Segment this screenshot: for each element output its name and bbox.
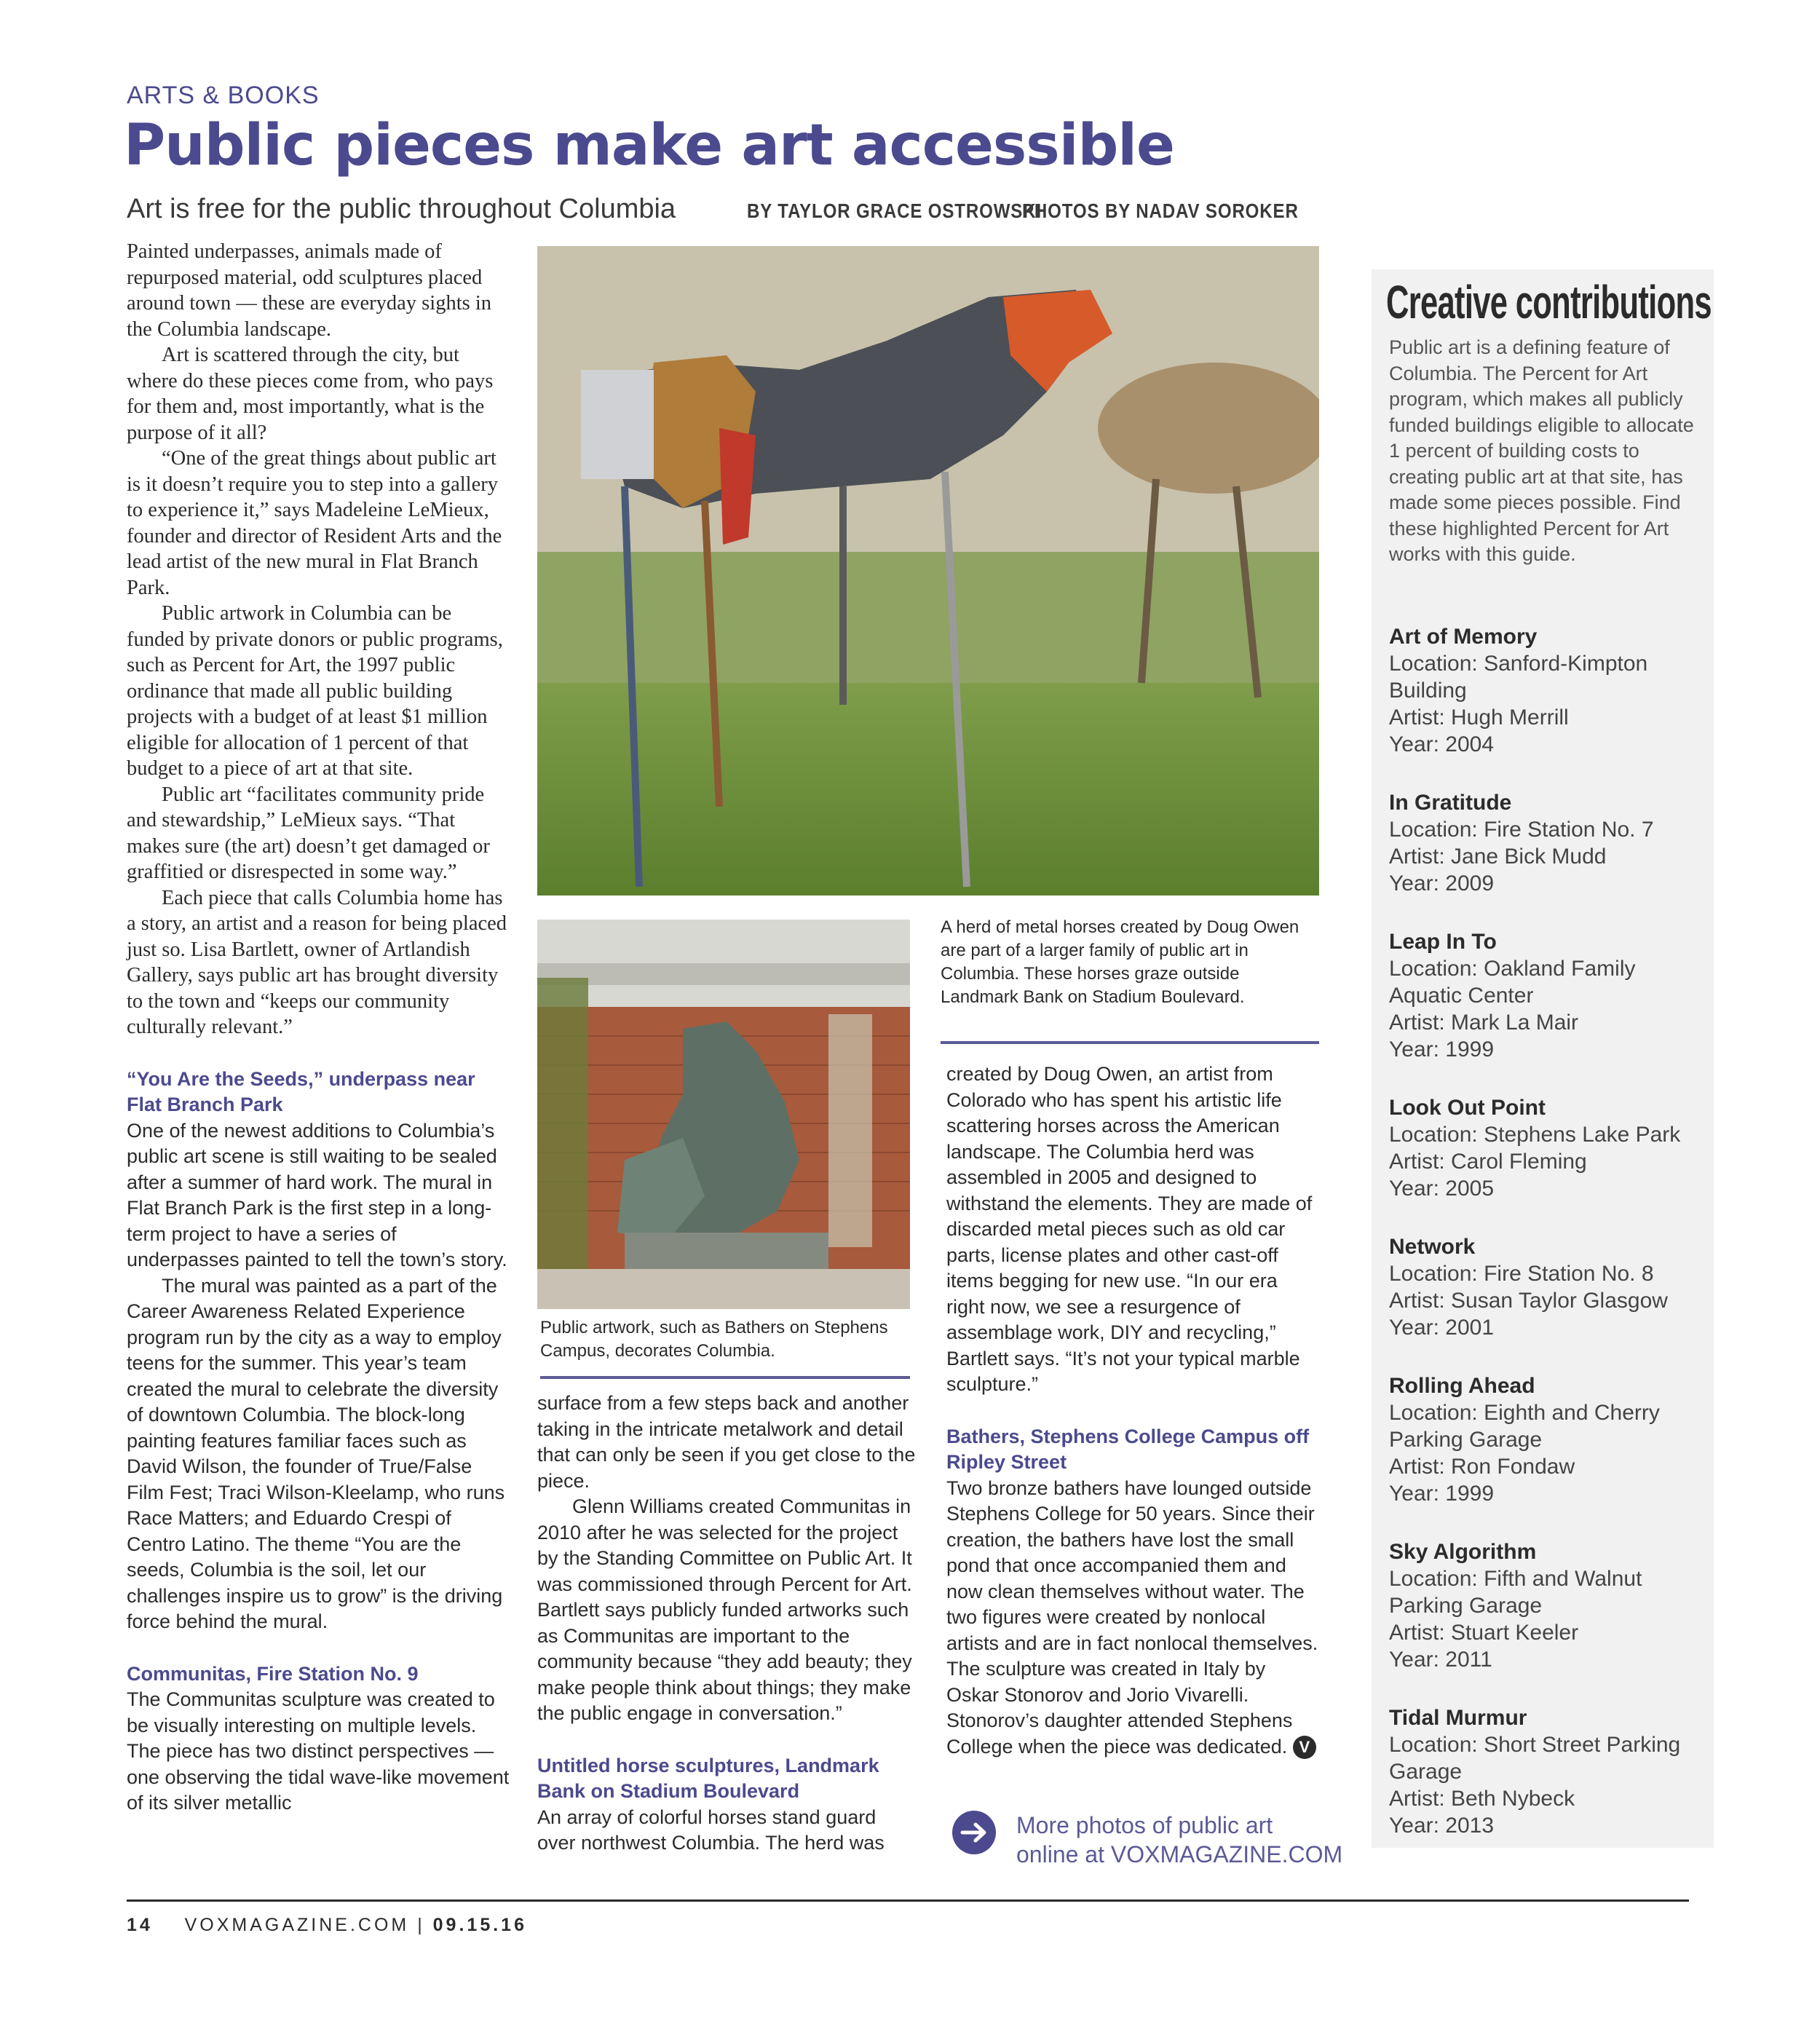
paragraph: An array of colorful horses stand guard over northwest Columbia. The herd was: [537, 1806, 885, 1854]
artwork-title: Network: [1389, 1235, 1476, 1259]
more-photos-line1: More photos of public art: [1016, 1812, 1273, 1838]
paragraph: “One of the great things about public art is it doesn’t require you to step into a gallery to experience it,” says Madeleine LeMieux, founder and director of Resident Arts and the lead artist of the new mural in Flat Branch Park.: [127, 447, 502, 599]
artwork-location: Location: Fifth and Walnut Parking Garage: [1389, 1567, 1642, 1618]
artwork-year: Year: 2004: [1389, 732, 1495, 756]
page-number: 14: [127, 1915, 153, 1935]
paragraph: Painted underpasses, animals made of repurposed material, odd sculptures placed around town — these are everyday sights in the Columbia landscape.: [127, 240, 491, 341]
subheading-bathers: Bathers, Stephens College Campus off Ripley Street: [946, 1425, 1310, 1473]
artwork-title: Tidal Murmur: [1389, 1706, 1527, 1730]
paragraph: Art is scattered through the city, but where do these pieces come from, who pays for them and, most importantly, what is the purpose of it all?: [127, 344, 494, 444]
paragraph: One of the newest additions to Columbia’s public art scene is still waiting to be sealed after a summer of hard work. The mural in Flat Branch Park is the first step in a long-term project to have a series of underpasses painted to tell the town’s story.: [127, 1119, 507, 1270]
paragraph: The Communitas sculpture was created to be visually interesting on multiple levels. The piece has two distinct perspectives — one observing the tidal wave-like movement of its silver metallic: [127, 1688, 510, 1814]
subheading-horses: Untitled horse sculptures, Landmark Bank on Stadium Boulevard: [537, 1754, 879, 1802]
artwork-year: Year: 2001: [1389, 1316, 1495, 1340]
deck: Art is free for the public throughout Columbia: [127, 194, 676, 224]
page-footer: [127, 1915, 527, 1936]
artwork-year: Year: 2011: [1389, 1648, 1492, 1672]
subheading-seeds: “You Are the Seeds,” underpass near Flat Branch Park: [127, 1067, 475, 1115]
artwork-entry: [1389, 1704, 1709, 1839]
paragraph: The mural was painted as a part of the Career Awareness Related Experience program run by the city as a way to employ teens for the summer. This year’s team created the mural to celebrate the diversity of downtown Columbia. The block-long painting features familiar faces such as David Wilson, the founder of True/False Film Fest; Traci Wilson-Kleelamp, who runs Race Matters; and Eduardo Crespi of Centro Latino. The theme “You are the seeds, Columbia is the soil, let our challenges inspire us to grow” is the driving force behind the mural.: [127, 1274, 505, 1632]
footer-separator: |: [417, 1915, 425, 1935]
subheading-communitas: Communitas, Fire Station No. 9: [127, 1662, 419, 1685]
artwork-title: Look Out Point: [1389, 1096, 1546, 1120]
artwork-artist: Artist: Mark La Mair: [1389, 1011, 1579, 1035]
artwork-entry: [1389, 1233, 1709, 1341]
sidebar-title: Creative contributions: [1386, 276, 1712, 328]
artwork-location: Location: Oakland Family Aquatic Center: [1389, 957, 1636, 1008]
artwork-location: Location: Short Street Parking Garage: [1389, 1733, 1681, 1784]
artwork-entry: [1389, 1372, 1709, 1507]
byline: BY TAYLOR GRACE OSTROWSKI: [747, 199, 1042, 222]
artwork-year: Year: 1999: [1389, 1037, 1495, 1062]
artwork-location: Location: Sanford-Kimpton Building: [1389, 652, 1648, 703]
artwork-artist: Artist: Beth Nybeck: [1389, 1787, 1575, 1811]
artwork-entry: [1389, 928, 1709, 1063]
artwork-entry: [1389, 623, 1709, 758]
artwork-artist: Artist: Ron Fondaw: [1389, 1455, 1575, 1479]
artwork-year: Year: 2013: [1389, 1814, 1495, 1838]
footer-site: VOXMAGAZINE.COM: [184, 1915, 410, 1935]
bathers-photo-caption: Public artwork, such as Bathers on Stephens Campus, decorates Columbia.: [540, 1318, 888, 1361]
artwork-title: In Gratitude: [1389, 791, 1512, 815]
artwork-year: Year: 2009: [1389, 871, 1495, 896]
horse-photo-caption: A herd of metal horses created by Doug Owen are part of a larger family of public art in Columbia. These horses graze outside Landmark Bank on Stadium Boulevard.: [941, 917, 1299, 1007]
photo-credit: PHOTOS BY NADAV SOROKER: [1022, 199, 1299, 222]
artwork-artist: Artist: Jane Bick Mudd: [1389, 845, 1607, 869]
paragraph: Public artwork in Columbia can be funded by private donors or public programs, such as Percent for Art, the 1997 public ordinance that made all public building projects with a budget of at least $1 million eligible for allocation of 1 percent of that budget to a piece of art at that site.: [127, 602, 503, 780]
paragraph: Each piece that calls Columbia home has a story, an artist and a reason for being placed just so. Lisa Bartlett, owner of Artlandish Gallery, says public art has brought diversity to the town and “keeps our community culturally relevant.”: [127, 886, 507, 1038]
artwork-title: Rolling Ahead: [1389, 1374, 1535, 1398]
column-1: [127, 239, 510, 1816]
artwork-artist: Artist: Susan Taylor Glasgow: [1389, 1289, 1668, 1313]
caption-rule: [941, 1041, 1319, 1044]
horse-sculpture-photo: [537, 246, 1319, 896]
artwork-location: Location: Fire Station No. 7: [1389, 818, 1654, 842]
paragraph: [946, 1476, 1319, 1760]
artwork-entry: [1389, 789, 1709, 897]
column-2: [537, 1391, 916, 1857]
caption-rule: [540, 1376, 910, 1379]
issue-date: 09.15.16: [432, 1915, 527, 1935]
more-photos-line2: online at VOXMAGAZINE.COM: [1016, 1841, 1343, 1867]
artwork-title: Art of Memory: [1389, 625, 1538, 649]
bathers-sculpture-photo: [537, 920, 910, 1309]
artwork-location: Location: Eighth and Cherry Parking Garage: [1389, 1401, 1660, 1452]
sidebar-list: [1389, 623, 1709, 1870]
artwork-year: Year: 1999: [1389, 1482, 1495, 1506]
paragraph-text: Two bronze bathers have lounged outside Stephens College for 50 years. Since their creation, the bathers have lost the small pond that once accompanied them and now clean themselves without water. The two figures were created by nonlocal artists and are in fact nonlocal themselves. The sculpture was created in Italy by Oskar Stonorov and Jorio Vivarelli. Stonorov’s daughter attended Stephens College when the piece was dedicated.: [946, 1476, 1318, 1758]
artwork-entry: [1389, 1538, 1709, 1673]
artwork-entry: [1389, 1094, 1709, 1202]
paragraph: created by Doug Owen, an artist from Colorado who has spent his artistic life scattering horses across the American landscape. The Columbia herd was assembled in 2005 and designed to withstand the elements. They are made of discarded metal pieces such as old car parts, license plates and other cast-off items begging for new use. “In our era right now, we see a resurgence of assemblage work, DIY and recycling,” Bartlett says. “It’s not your typical marble sculpture.”: [946, 1063, 1313, 1395]
artwork-location: Location: Fire Station No. 8: [1389, 1262, 1654, 1286]
artwork-location: Location: Stephens Lake Park: [1389, 1123, 1681, 1147]
arrow-right-icon[interactable]: [951, 1809, 997, 1859]
sidebar-intro: Public art is a defining feature of Columbia. The Percent for Art program, which makes all publicly funded buildings eligible to allocate 1 percent of building costs to creating public art at that site, has made some pieces possible. Find these highlighted Percent for Art works with this guide.: [1389, 336, 1694, 565]
page-title: Public pieces make art accessible: [124, 113, 1174, 178]
column-3: [946, 1062, 1319, 1760]
artwork-artist: Artist: Carol Fleming: [1389, 1150, 1587, 1174]
end-mark-icon: V: [1293, 1736, 1316, 1759]
artwork-title: Leap In To: [1389, 930, 1497, 954]
more-photos-link[interactable]: [1016, 1811, 1342, 1869]
artwork-artist: Artist: Hugh Merrill: [1389, 705, 1569, 730]
paragraph: Public art “facilitates community pride and stewardship,” LeMieux says. “That makes sure (the art) doesn’t get damaged or graffitied or disrespected in some way.”: [127, 783, 490, 883]
section-label: ARTS & BOOKS: [127, 82, 320, 109]
artwork-artist: Artist: Stuart Keeler: [1389, 1621, 1579, 1645]
paragraph: surface from a few steps back and another taking in the intricate metalwork and detail that can only be seen if you get close to the piece.: [537, 1392, 916, 1492]
footer-rule: [127, 1899, 1689, 1902]
paragraph: Glenn Williams created Communitas in 2010 after he was selected for the project by the Standing Committee on Public Art. It was commissioned through Percent for Art. Bartlett says publicly funded artworks such as Communitas are important to the community because “they add beauty; they make people think about things; they make the public engage in conversation.”: [537, 1495, 912, 1724]
artwork-title: Sky Algorithm: [1389, 1540, 1537, 1564]
artwork-year: Year: 2005: [1389, 1177, 1495, 1201]
